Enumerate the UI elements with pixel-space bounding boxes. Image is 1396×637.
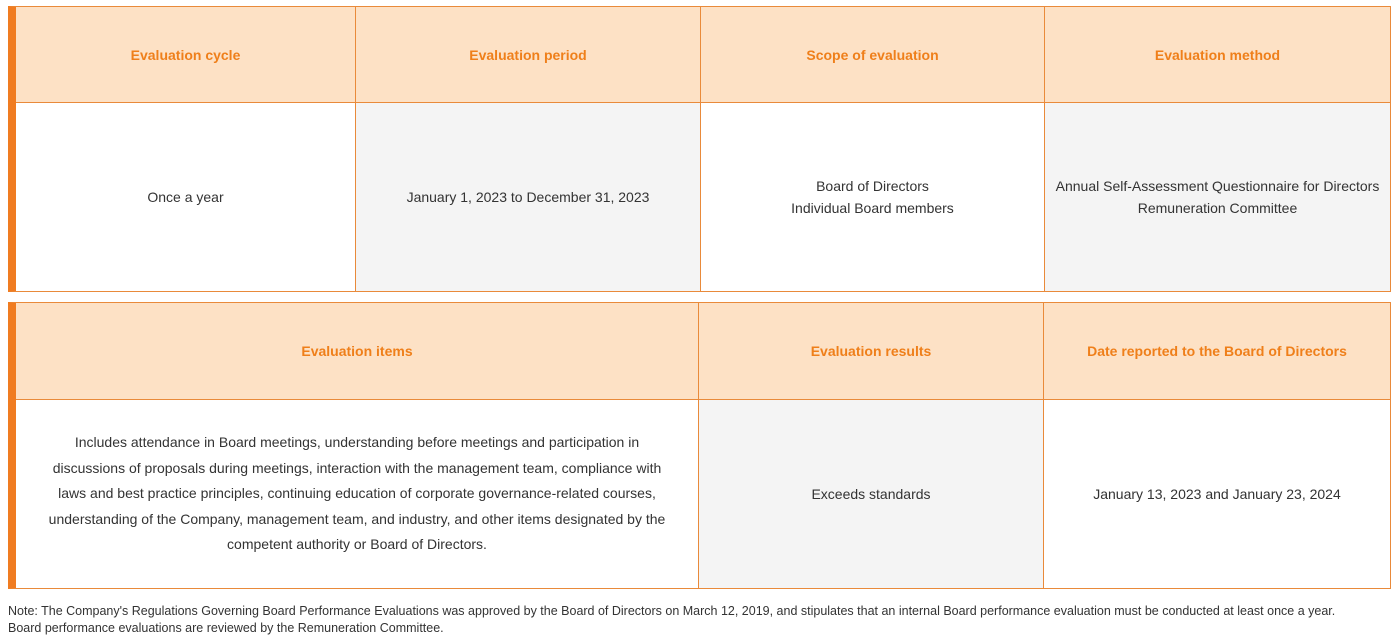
- evaluation-results-table: [8, 302, 1391, 589]
- cell-evaluation-cycle: Once a year: [16, 103, 356, 291]
- header-evaluation-method: Evaluation method: [1045, 7, 1390, 103]
- cell-scope-of-evaluation: [701, 103, 1045, 291]
- method-line: Remuneration Committee: [1137, 200, 1298, 216]
- cell-evaluation-period: January 1, 2023 to December 31, 2023: [356, 103, 701, 291]
- scope-line: Individual Board members: [791, 200, 954, 216]
- header-evaluation-results: Evaluation results: [699, 303, 1044, 400]
- header-date-reported: Date reported to the Board of Directors: [1044, 303, 1390, 400]
- footnote-line: Board performance evaluations are reviewed by the Remuneration Committee.: [8, 621, 444, 635]
- footnote-line: Note: The Company's Regulations Governing Board Performance Evaluations was approved by the Board of Directors on March 12, 2019, and stipulates that an internal Board performance evaluation must be conducted at least once a year.: [8, 604, 1336, 618]
- header-scope-of-evaluation: Scope of evaluation: [701, 7, 1045, 103]
- scope-line: Board of Directors: [816, 178, 929, 194]
- footnote: [8, 603, 1393, 637]
- cell-evaluation-items: [16, 400, 699, 588]
- method-line: Annual Self-Assessment Questionnaire for Directors: [1055, 178, 1380, 194]
- evaluation-overview-table: [8, 6, 1391, 292]
- header-evaluation-cycle: Evaluation cycle: [16, 7, 356, 103]
- cell-date-reported: January 13, 2023 and January 23, 2024: [1044, 400, 1390, 588]
- header-evaluation-items: Evaluation items: [16, 303, 699, 400]
- cell-evaluation-results: Exceeds standards: [699, 400, 1044, 588]
- evaluation-items-text: Includes attendance in Board meetings, understanding before meetings and participation in discussions of proposals during meetings, interaction with the management team, compliance with laws and best practice principles, continuing education of corporate governance-related courses, understanding of the Company, management team, and industry, and other items designated by the competent authority or Board of Directors.: [48, 434, 666, 553]
- header-evaluation-period: Evaluation period: [356, 7, 701, 103]
- cell-evaluation-method: [1045, 103, 1390, 291]
